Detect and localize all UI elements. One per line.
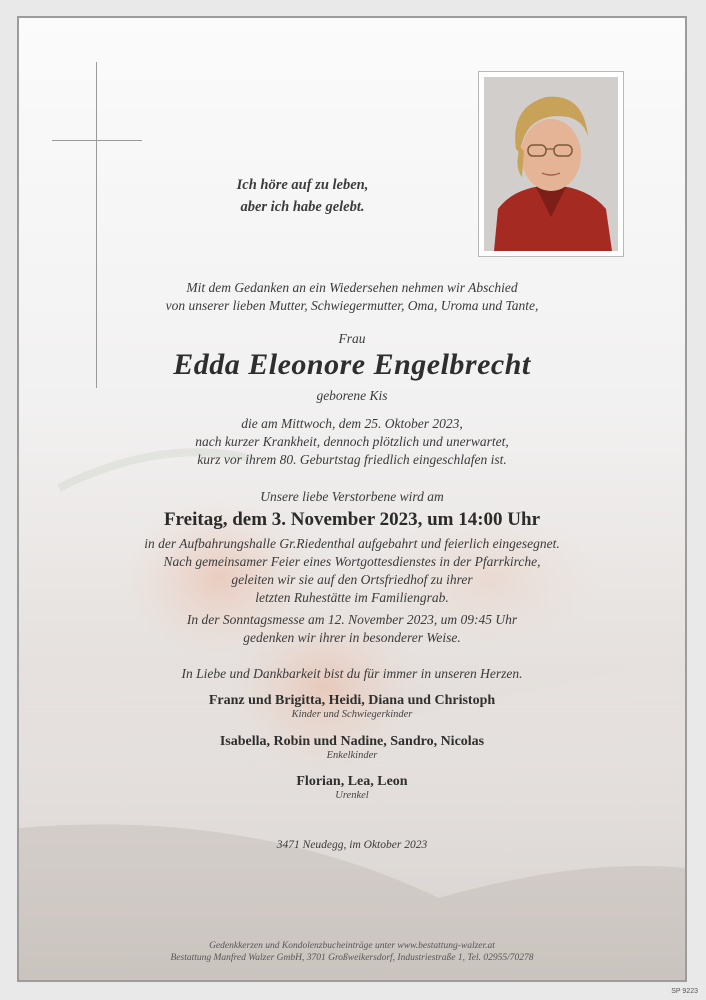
mass-notice [19,611,685,647]
cross-horizontal-bar [52,140,142,141]
deceased-name: Edda Eleonore Engelbrecht [173,348,531,381]
intro-text [19,279,685,315]
death-line-1: die am Mittwoch, dem 25. Oktober 2023, [241,416,463,431]
footer-line-2: Bestattung Manfred Walzer GmbH, 3701 Großweikersdorf, Industriestraße 1, Tel. 02955/70278 [170,953,534,963]
family-names: Isabella, Robin und Nadine, Sandro, Nicolas [219,734,485,749]
portrait-frame [478,71,624,257]
print-code: SP 9223 [671,988,698,995]
family-role: Enkelkinder [326,750,378,761]
intro-line-1: Mit dem Gedanken an ein Wiedersehen nehmen wir Abschied [186,280,518,295]
portrait-photo [484,77,618,251]
closing-line: In Liebe und Dankbarkeit bist du für immer in unseren Herzen. [181,666,523,681]
mass-line-1: In der Sonntagsmesse am 12. November 2023, um 09:45 Uhr [186,612,518,627]
funeral-line-4: letzten Ruhestätte im Familiengrab. [255,590,449,605]
quote [215,174,390,218]
funeral-intro: Unsere liebe Verstorbene wird am [260,489,444,504]
family-group-3 [19,774,685,801]
family-group-2 [19,734,685,761]
place-date: 3471 Neudegg, im Oktober 2023 [276,839,428,851]
family-role: Kinder und Schwiegerkinder [291,709,413,720]
intro-line-2: von unserer lieben Mutter, Schwiegermutter, Oma, Uroma und Tante, [165,298,539,313]
family-role: Urenkel [335,790,369,801]
funeral-line-2: Nach gemeinsamer Feier eines Wortgottesdienstes in der Pfarrkirche, [163,554,541,569]
quote-line-1: Ich höre auf zu leben, [236,177,369,193]
funeral-line-3: geleiten wir sie auf den Ortsfriedhof zu ihrer [231,572,473,587]
birth-name: geborene Kis [316,388,388,403]
salutation: Frau [338,331,366,346]
death-line-3: kurz vor ihrem 80. Geburtstag friedlich eingeschlafen ist. [197,452,507,467]
mass-line-2: gedenken wir ihrer in besonderer Weise. [243,630,461,645]
family-group-1 [19,693,685,720]
funeral-details [19,535,685,607]
funeral-line-1: in der Aufbahrungshalle Gr.Riedenthal aufgebahrt und feierlich eingesegnet. [144,536,560,551]
family-names: Franz und Brigitta, Heidi, Diana und Christoph [208,693,496,708]
funeral-date: Freitag, dem 3. November 2023, um 14:00 Uhr [163,509,541,530]
parte-card [17,16,687,982]
death-notice [19,415,685,469]
footer [19,940,685,964]
quote-line-2: aber ich habe gelebt. [240,199,365,215]
death-line-2: nach kurzer Krankheit, dennoch plötzlich und unerwartet, [195,434,509,449]
family-names: Florian, Lea, Leon [296,774,408,789]
footer-line-1: Gedenkkerzen und Kondolenzbucheinträge unter www.bestattung-walzer.at [209,941,495,951]
